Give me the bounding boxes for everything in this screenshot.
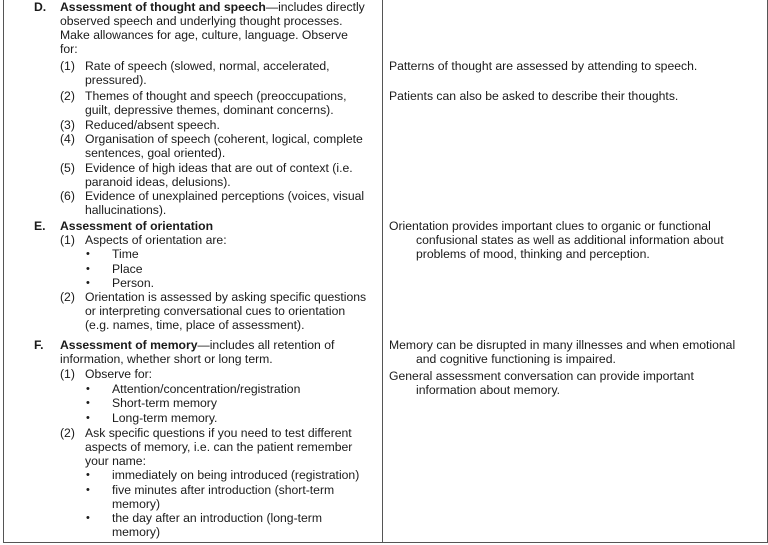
bullet-icon: • (86, 512, 90, 524)
list-item-text: Orientation is assessed by asking specific questions (85, 290, 367, 304)
bullet-icon: • (86, 397, 90, 409)
list-item-text: Reduced/absent speech. (85, 118, 220, 132)
list-item-text: or interpreting conversational cues to orientation (85, 304, 346, 318)
list-item-text: (e.g. names, time, place of assessment). (85, 318, 305, 332)
list-item-text: Evidence of high ideas that are out of context (i.e. (85, 161, 353, 175)
bullet-text: memory) (112, 497, 161, 511)
bullet-text: memory) (112, 525, 161, 539)
section-d-intro-line: for: (60, 42, 78, 56)
list-item-text: aspects of memory, i.e. can the patient remember (85, 440, 353, 454)
list-item-text: Observe for: (85, 367, 153, 381)
bullet-icon: • (86, 469, 90, 481)
section-e-note: confusional states as well as additional information about (416, 233, 724, 247)
list-item-text: paranoid ideas, delusions). (85, 175, 231, 189)
list-item-text: your name: (85, 454, 146, 468)
section-d-note: Patterns of thought are assessed by attending to speech. (389, 59, 698, 73)
bullet-text: Time (112, 247, 139, 261)
list-item-text: Themes of thought and speech (preoccupations, (85, 89, 347, 103)
section-f-heading: Assessment of memory (60, 338, 198, 352)
list-item-number: (6) (60, 189, 75, 203)
bullet-text: Person. (112, 276, 155, 290)
list-item-number: (2) (60, 89, 75, 103)
list-item-text: hallucinations). (85, 203, 167, 217)
section-f-label: F. (34, 338, 44, 352)
list-item-text: pressured). (85, 73, 147, 87)
section-f-heading-rest: —includes all retention of (197, 338, 335, 352)
bullet-text: immediately on being introduced (registration) (112, 468, 360, 482)
bullet-icon: • (86, 263, 90, 275)
list-item-number: (1) (60, 233, 75, 247)
section-e-label: E. (34, 219, 46, 233)
list-item-number: (4) (60, 132, 75, 146)
column-divider (382, 0, 383, 542)
section-d-note: Patients can also be asked to describe their thoughts. (389, 89, 679, 103)
list-item-text: guilt, depressive themes, dominant concerns). (85, 103, 334, 117)
bullet-text: Attention/concentration/registration (112, 382, 301, 396)
section-f-note: information about memory. (416, 383, 561, 397)
section-d-heading-rest: —includes directly (265, 0, 365, 14)
list-item-number: (1) (60, 367, 75, 381)
list-item-number: (2) (60, 290, 75, 304)
list-item-text: Organisation of speech (coherent, logical, complete (85, 132, 363, 146)
bullet-text: Long-term memory. (112, 411, 218, 425)
bullet-text: the day after an introduction (long-term (112, 511, 323, 525)
bullet-text: Short-term memory (112, 396, 217, 410)
section-e-heading: Assessment of orientation (60, 219, 214, 233)
section-d-intro-line: observed speech and underlying thought processes. (60, 14, 343, 28)
section-d-heading: Assessment of thought and speech (60, 0, 266, 14)
list-item-number: (5) (60, 161, 75, 175)
bullet-icon: • (86, 277, 90, 289)
list-item-text: Ask specific questions if you need to test different (85, 426, 352, 440)
list-item-number: (3) (60, 118, 75, 132)
bullet-icon: • (86, 383, 90, 395)
section-e-note: problems of mood, thinking and perception. (416, 247, 650, 261)
list-item-text: Aspects of orientation are: (85, 233, 227, 247)
section-f-note: General assessment conversation can provide important (389, 369, 694, 383)
section-f-intro-line: information, whether short or long term. (60, 352, 273, 366)
section-f-note: and cognitive functioning is impaired. (416, 352, 616, 366)
section-d-heading-line (60, 0, 365, 14)
section-e-note: Orientation provides important clues to organic or functional (389, 219, 711, 233)
section-f-heading-line (60, 338, 334, 352)
list-item-text: Rate of speech (slowed, normal, accelerated, (85, 59, 330, 73)
list-item-number: (1) (60, 59, 75, 73)
list-item-text: sentences, goal oriented). (85, 146, 226, 160)
list-item-number: (2) (60, 426, 75, 440)
list-item-text: Evidence of unexplained perceptions (voices, visual (85, 189, 365, 203)
bullet-text: five minutes after introduction (short-term (112, 483, 335, 497)
bullet-text: Place (112, 262, 143, 276)
section-f-note: Memory can be disrupted in many illnesses and when emotional (389, 338, 736, 352)
section-d-intro-line: Make allowances for age, culture, language. Observe (60, 28, 348, 42)
section-d-label: D. (34, 0, 47, 14)
bullet-icon: • (86, 484, 90, 496)
bullet-icon: • (86, 248, 90, 260)
bullet-icon: • (86, 412, 90, 424)
